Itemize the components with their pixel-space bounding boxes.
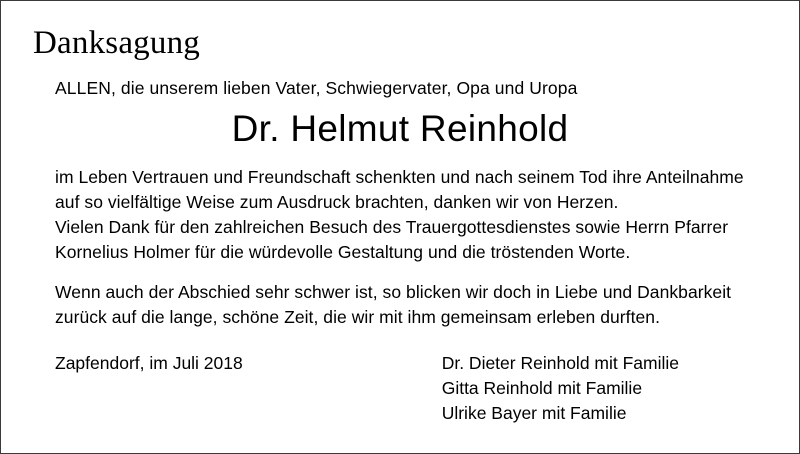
page-title: Danksagung <box>33 25 200 61</box>
intro-text: ALLEN, die unserem lieben Vater, Schwiegervater, Opa und Uropa <box>55 78 578 99</box>
place-and-date: Zapfendorf, im Juli 2018 <box>55 353 243 374</box>
family-line: Ulrike Bayer mit Familie <box>441 403 627 424</box>
family-signatures <box>442 351 679 426</box>
body-line: auf so vielfältige Weise zum Ausdruck brachten, danken wir von Herzen. <box>55 192 619 213</box>
body-paragraph-2 <box>55 280 769 330</box>
body-line: Kornelius Holmer für die würdevolle Gestaltung und die tröstenden Worte. <box>55 241 631 262</box>
family-line: Dr. Dieter Reinhold mit Familie <box>441 353 679 374</box>
signature-block <box>55 351 769 426</box>
body-line: zurück auf die lange, schöne Zeit, die wir mit ihm gemeinsam erleben durften. <box>55 306 660 327</box>
body-line: Vielen Dank für den zahlreichen Besuch des Trauergottesdienstes sowie Herrn Pfarrer <box>55 217 729 237</box>
body-line: Wenn auch der Abschied sehr schwer ist, so blicken wir doch in Liebe und Dankbarkeit <box>55 281 732 302</box>
body-paragraph-1 <box>55 165 769 264</box>
deceased-name: Dr. Helmut Reinhold <box>231 107 569 149</box>
body-line: im Leben Vertrauen und Freundschaft schenkten und nach seinem Tod ihre Anteilnahme <box>55 167 744 188</box>
family-line: Gitta Reinhold mit Familie <box>441 378 643 399</box>
